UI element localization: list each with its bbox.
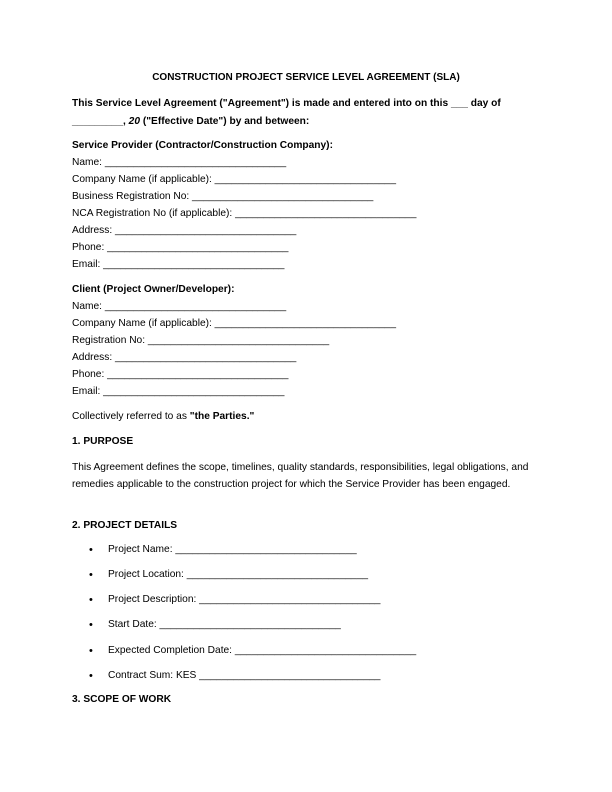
intro-line-1: This Service Level Agreement ("Agreement") is made and entered into on this ___ day of — [72, 98, 501, 109]
provider-phone-field: Phone: ________________________________ — [72, 242, 289, 253]
provider-nca-reg-field: NCA Registration No (if applicable): ________________________________ — [72, 208, 417, 219]
parties-prefix: Collectively referred to as — [72, 411, 190, 422]
provider-name-field: Name: ________________________________ — [72, 157, 287, 168]
section-3-heading: 3. SCOPE OF WORK — [72, 694, 172, 705]
bullet-icon: • — [89, 569, 93, 581]
bullet-icon: • — [89, 645, 93, 657]
section-2-heading: 2. PROJECT DETAILS — [72, 520, 178, 531]
year-prefix: 20 — [125, 116, 140, 127]
document-title: CONSTRUCTION PROJECT SERVICE LEVEL AGREEMENT (SLA) — [152, 72, 460, 83]
client-name-field: Name: ________________________________ — [72, 301, 287, 312]
effective-date-text: ("Effective Date") by and between: — [140, 116, 310, 127]
provider-address-field: Address: ________________________________ — [72, 225, 297, 236]
provider-company-field: Company Name (if applicable): ________________________________ — [72, 174, 396, 185]
list-item-project-description: Project Description: ________________________________ — [108, 594, 381, 605]
list-item-contract-sum: Contract Sum: KES ________________________________ — [108, 670, 381, 681]
client-phone-field: Phone: ________________________________ — [72, 369, 289, 380]
bullet-icon: • — [89, 544, 93, 556]
intro-line-2 — [72, 115, 309, 129]
list-item-project-location: Project Location: ________________________________ — [108, 569, 369, 580]
client-heading: Client (Project Owner/Developer): — [72, 284, 235, 295]
client-registration-field: Registration No: ________________________________ — [72, 335, 330, 346]
provider-business-reg-field: Business Registration No: ________________________________ — [72, 191, 374, 202]
provider-email-field: Email: ________________________________ — [72, 259, 285, 270]
list-item-start-date: Start Date: ________________________________ — [108, 619, 341, 630]
bullet-icon: • — [89, 619, 93, 631]
provider-heading: Service Provider (Contractor/Construction Company): — [72, 140, 333, 151]
parties-term: "the Parties." — [189, 411, 255, 422]
parties-statement — [72, 410, 254, 424]
date-blank: _________, — [72, 116, 126, 127]
client-email-field: Email: ________________________________ — [72, 386, 285, 397]
section-1-heading: 1. PURPOSE — [72, 436, 134, 447]
client-company-field: Company Name (if applicable): ________________________________ — [72, 318, 396, 329]
list-item-project-name: Project Name: ________________________________ — [108, 544, 357, 555]
bullet-icon: • — [89, 670, 93, 682]
section-1-body: This Agreement defines the scope, timelines, quality standards, responsibilities, legal obligations, and remedies applicable to the construction project for which the Service Provider has been engaged. — [72, 462, 529, 490]
list-item-completion-date: Expected Completion Date: ________________________________ — [108, 645, 417, 656]
bullet-icon: • — [89, 594, 93, 606]
client-address-field: Address: ________________________________ — [72, 352, 297, 363]
